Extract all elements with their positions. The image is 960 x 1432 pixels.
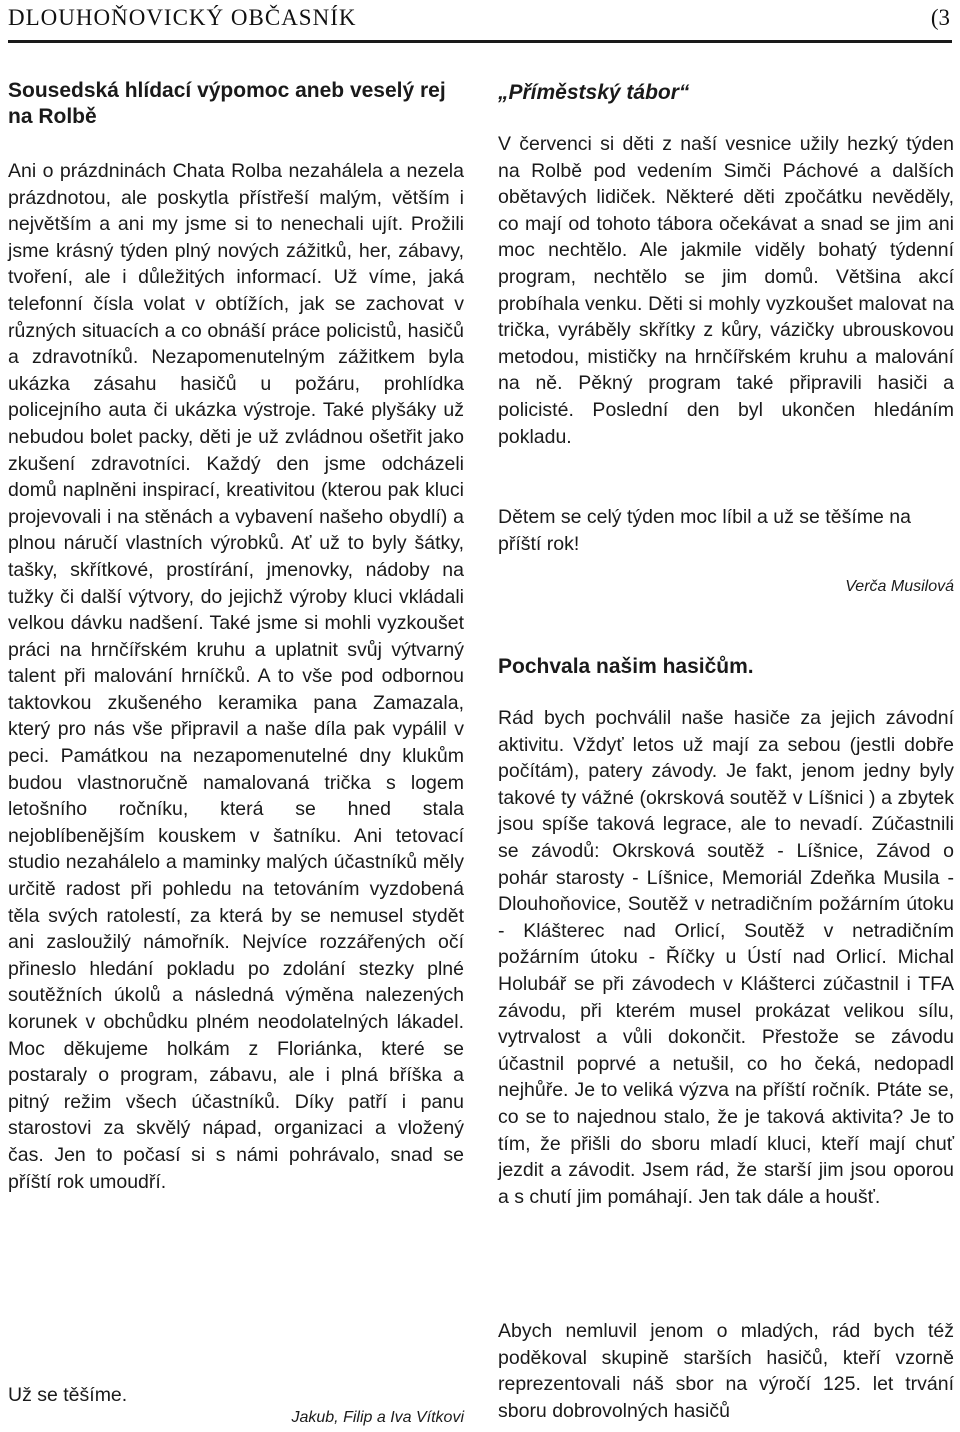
article-body-firefighters-continued: Abych nemluvil jenom o mladých, rád bych též poděkoval skupině starších hasičů, kteří vzorně reprezentovali náš sbor na výročí 125. let trvání sboru dobrovolných hasičů — [498, 1320, 954, 1422]
masthead-title: DLOUHOŇOVICKÝ OBČASNÍK — [8, 5, 357, 30]
article-closing-neighborhood-camp: Už se těšíme. — [8, 1384, 128, 1406]
article-signature-musilova: Verča Musilová — [845, 578, 954, 595]
article-title-neighborhood-camp: Sousedská hlídací výpomoc aneb veselý rej na Rolbě — [8, 79, 446, 128]
article-title-day-camp: „Příměstský tábor“ — [498, 81, 690, 104]
article-signature-vitkovi: Jakub, Filip a Iva Vítkovi — [291, 1409, 464, 1426]
article-body-day-camp: V červenci si děti z naší vesnice užily hezký týden na Rolbě pod vedením Simči Páchové a dalších obětavých lidiček. Některé děti zpočátku nevěděly, co mají od tohoto tábora očekávat a snad se jim ani moc nechtělo. Ale jakmile viděly bohatý týdenní program, nechtělo se jim domů. Většina akcí probíhala venku. Děti si mohly vyzkoušet malovat na trička, vyráběly skřítky z kůry, vázičky ubrouskovou metodou, mističky na hrnčířském kruhu a malování na ně. Pěkný program také připravili hasiči a policisté. Poslední den byl ukončen hledáním pokladu. — [498, 133, 954, 448]
page-number: (3 — [930, 5, 950, 30]
article-body-firefighters: Rád bych pochválil naše hasiče za jejich závodní aktivitu. Vždyť letos už mají za sebou (jestli dobře počítám), patery závody. Je fakt, jenom jedny byly takové ty vážné (okrsková soutěž v Líšnici ) a zbytek jsou spíše taková legrace, ale to nevadí. Zúčastnili se závodů: Okrsková soutěž - Líšnice, Závod o pohár starosty - Líšnice, Memoriál Zdeňka Musila - Dlouhoňovice, Soutěž v netradičním požárním útoku - Klášterec nad Orlicí, Soutěž v netradičním požárním útoku - Říčky u Ústí nad Orlicí. Michal Holubář se při závodech v Klášterci zúčastnil i TFA závodu, při kterém musel prokázat velikou sílu, vytrvalost a vůli dokončit. Přestože se závodu účastnil poprvé a netušil, co ho čeká, nedopadl nejhůře. Je to veliká výzva na příští ročník. Ptáte se, co se to najednou stalo, že je taková aktivita? Je to tím, že přišli do sboru mladí kluci, kteří mají chuť jezdit a závodit. Jsem rád, že starší jim jsou oporou a s chutí jim pomáhají. Jen tak dále a houšť. — [498, 707, 954, 1208]
article-body-neighborhood-camp: Ani o prázdninách Chata Rolba nezahálela a nezela prázdnotou, ale poskytla přístřeší malým, větším i největším a ani my jsme si to nenechali ujít. Prožili jsme krásný týden plný nových zážitků, her, zábavy, tvoření, ale i důležitých informací. Už víme, jaká telefonní čísla volat v obtížích, jak se zachovat v různých situacích a co obnáší práce policistů, hasičů a zdravotníků. Nezapomenutelným zážitkem byla ukázka zásahu hasičů u požáru, prohlídka policejního auta či ukázka výstroje. Také plyšáky už nebudou bolet packy, děti je už zvládnou ošetřit jako zkušení zdravotníci. Každý den jsme odcházeli domů naplněni inspirací, kreativitou (kterou pak kluci projevovali i na stěnách a vybavení našeho obydlí) a plnou náručí vlastních výrobků. Ať už to byly šátky, tašky, skřítkové, prostírání, jmenovky, nádoby na tužky či další výtvory, do jejichž výroby kluci vkládali velkou dávku nadšení. Také jsme si mohli vyzkoušet práci na hrnčířském kruhu a uplatnit svůj výtvarný talent při malování hrníčků. A to vše pod odbornou taktovkou zkušeného keramika pana Zamazala, který pro nás vše připravil a naše díla pak vypálil v peci. Památkou na nezapomenutelné dny klukům budou vlastnoručně namalovaná trička s logem letošního ročníku, která se hned stala nejoblíbenějším kouskem v šatníku. Ani tetovací studio nezahálelo a maminky malých účastníků měly určitě radost při pohledu na tetováním vyzdobená těla svých ratolestí, za která by se nemusel stydět ani zasloužilý námořník. Nejvíce rozzářených očí přineslo hledání pokladu po zdolání stezky plné soutěžních úkolů a následná výměna nalezených korunek v obchůdku plném neodolatelných lákadel. Moc děkujeme holkám z Floriánka, které se postaraly o program, zábavu, ale i plná bříška a pitný režim všech účastníků. Díky patří i panu starostovi za skvělý nápad, organizaci a vložený čas. Jen to počasí si s námi pohrávalo, snad se příští rok umoudří. — [8, 160, 464, 1193]
page-header — [8, 0, 952, 43]
article-title-firefighters: Pochvala našim hasičům. — [498, 655, 754, 678]
article-closing-day-camp: Dětem se celý týden moc líbil a už se těšíme na příští rok! — [498, 506, 911, 555]
